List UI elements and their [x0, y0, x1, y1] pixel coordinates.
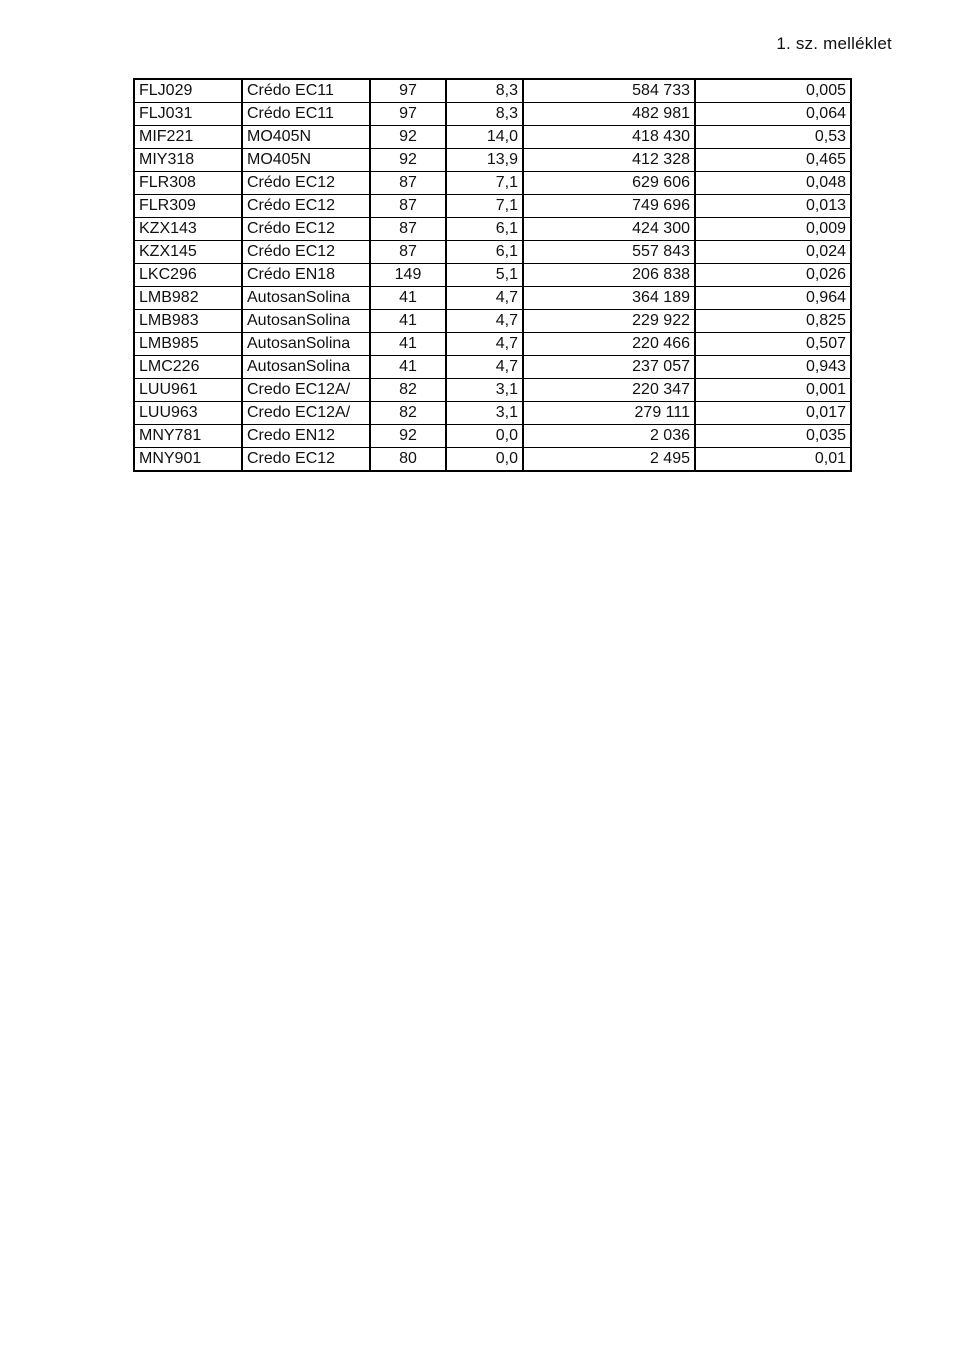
cell-value-4: 0,024 [695, 241, 851, 264]
cell-value-1: 82 [370, 402, 446, 425]
cell-value-4: 0,005 [695, 79, 851, 103]
cell-value-4: 0,507 [695, 333, 851, 356]
cell-value-4: 0,825 [695, 310, 851, 333]
cell-value-3: 749 696 [523, 195, 695, 218]
cell-value-3: 237 057 [523, 356, 695, 379]
cell-vehicle-code: MIF221 [134, 126, 242, 149]
cell-vehicle-type: Crédo EC11 [242, 79, 370, 103]
cell-vehicle-code: KZX143 [134, 218, 242, 241]
cell-vehicle-type: AutosanSolina [242, 333, 370, 356]
cell-vehicle-code: LUU961 [134, 379, 242, 402]
cell-value-4: 0,009 [695, 218, 851, 241]
table-body [134, 79, 851, 471]
vehicle-data-table [133, 78, 852, 472]
cell-value-4: 0,001 [695, 379, 851, 402]
cell-value-2: 13,9 [446, 149, 523, 172]
cell-value-1: 41 [370, 356, 446, 379]
cell-vehicle-code: LMC226 [134, 356, 242, 379]
cell-value-3: 2 036 [523, 425, 695, 448]
cell-vehicle-type: AutosanSolina [242, 287, 370, 310]
cell-value-1: 87 [370, 241, 446, 264]
cell-value-2: 3,1 [446, 402, 523, 425]
annex-label: 1. sz. melléklet [776, 34, 892, 53]
cell-value-3: 418 430 [523, 126, 695, 149]
cell-value-1: 97 [370, 103, 446, 126]
table-row [134, 425, 851, 448]
cell-vehicle-type: Credo EN12 [242, 425, 370, 448]
cell-vehicle-type: Crédo EC11 [242, 103, 370, 126]
cell-value-3: 364 189 [523, 287, 695, 310]
table-row [134, 448, 851, 472]
cell-vehicle-code: LMB985 [134, 333, 242, 356]
cell-value-2: 8,3 [446, 103, 523, 126]
table-row [134, 241, 851, 264]
table-row [134, 287, 851, 310]
cell-value-2: 7,1 [446, 172, 523, 195]
cell-vehicle-code: LUU963 [134, 402, 242, 425]
cell-value-4: 0,048 [695, 172, 851, 195]
cell-value-1: 41 [370, 287, 446, 310]
table-row [134, 379, 851, 402]
cell-value-4: 0,01 [814, 450, 846, 467]
cell-value-2: 6,1 [446, 218, 523, 241]
cell-value-2: 4,7 [446, 356, 523, 379]
cell-vehicle-code: FLJ029 [134, 79, 242, 103]
cell-value-1: 92 [370, 126, 446, 149]
table-row [134, 333, 851, 356]
table-row [134, 356, 851, 379]
cell-value-3: 220 347 [523, 379, 695, 402]
table-row [134, 218, 851, 241]
cell-value-4: 0,943 [695, 356, 851, 379]
cell-vehicle-type: Crédo EC12 [242, 241, 370, 264]
cell-vehicle-code: LMB982 [134, 287, 242, 310]
cell-vehicle-type: Credo EC12A/ [242, 379, 370, 402]
cell-value-4: 0,035 [695, 425, 851, 448]
cell-vehicle-type: Crédo EC12 [242, 218, 370, 241]
cell-value-3: 206 838 [523, 264, 695, 287]
cell-value-4: 0,017 [695, 402, 851, 425]
cell-value-3: 229 922 [523, 310, 695, 333]
cell-vehicle-code: KZX145 [134, 241, 242, 264]
cell-value-2: 0,0 [446, 448, 523, 472]
cell-value-2: 8,3 [446, 79, 523, 103]
cell-value-3: 220 466 [523, 333, 695, 356]
cell-value-3: 482 981 [523, 103, 695, 126]
cell-vehicle-code: FLJ031 [134, 103, 242, 126]
cell-value-3: 557 843 [523, 241, 695, 264]
cell-value-4: 0,964 [695, 287, 851, 310]
cell-value-1: 87 [370, 195, 446, 218]
cell-value-1: 92 [370, 425, 446, 448]
cell-value-2: 4,7 [446, 287, 523, 310]
table-row [134, 195, 851, 218]
cell-value-3: 412 328 [523, 149, 695, 172]
cell-value-2: 6,1 [446, 241, 523, 264]
table-row [134, 402, 851, 425]
cell-value-2: 4,7 [446, 310, 523, 333]
table-row [134, 126, 851, 149]
cell-value-1: 149 [370, 264, 446, 287]
cell-value-2: 7,1 [446, 195, 523, 218]
table-row [134, 79, 851, 103]
cell-vehicle-type: Credo EC12 [242, 448, 370, 472]
cell-vehicle-type: AutosanSolina [242, 356, 370, 379]
cell-value-4: 0,064 [695, 103, 851, 126]
cell-value-1: 87 [370, 218, 446, 241]
cell-vehicle-type: MO405N [242, 149, 370, 172]
table-row [134, 264, 851, 287]
cell-vehicle-type: Crédo EC12 [242, 195, 370, 218]
cell-value-2: 0,0 [446, 425, 523, 448]
cell-value-4: 0,465 [695, 149, 851, 172]
cell-vehicle-type: Crédo EC12 [242, 172, 370, 195]
cell-vehicle-type: Credo EC12A/ [242, 402, 370, 425]
table-row [134, 103, 851, 126]
cell-value-2: 14,0 [446, 126, 523, 149]
cell-value-2: 3,1 [446, 379, 523, 402]
cell-vehicle-code: MNY901 [134, 448, 242, 472]
table-row [134, 310, 851, 333]
cell-value-1: 92 [370, 149, 446, 172]
cell-vehicle-code: FLR309 [134, 195, 242, 218]
cell-vehicle-code: FLR308 [134, 172, 242, 195]
cell-value-2: 4,7 [446, 333, 523, 356]
cell-value-1: 41 [370, 310, 446, 333]
cell-vehicle-code: MNY781 [134, 425, 242, 448]
cell-value-4: 0,013 [695, 195, 851, 218]
cell-vehicle-code: LMB983 [134, 310, 242, 333]
cell-value-3: 629 606 [523, 172, 695, 195]
cell-value-4: 0,026 [695, 264, 851, 287]
cell-value-1: 97 [370, 79, 446, 103]
cell-vehicle-type: MO405N [242, 126, 370, 149]
cell-value-3: 279 111 [523, 402, 695, 425]
cell-value-1: 82 [370, 379, 446, 402]
cell-value-3: 584 733 [523, 79, 695, 103]
cell-value-1: 87 [370, 172, 446, 195]
cell-value-2: 5,1 [446, 264, 523, 287]
cell-vehicle-type: Crédo EN18 [242, 264, 370, 287]
cell-vehicle-code: MIY318 [134, 149, 242, 172]
cell-value-4: 0,53 [695, 126, 851, 149]
table-row [134, 172, 851, 195]
table-row [134, 149, 851, 172]
cell-value-3: 2 495 [523, 448, 695, 472]
cell-vehicle-type: AutosanSolina [242, 310, 370, 333]
cell-value-1: 80 [370, 448, 446, 472]
cell-value-1: 41 [370, 333, 446, 356]
cell-value-3: 424 300 [523, 218, 695, 241]
cell-vehicle-code: LKC296 [134, 264, 242, 287]
